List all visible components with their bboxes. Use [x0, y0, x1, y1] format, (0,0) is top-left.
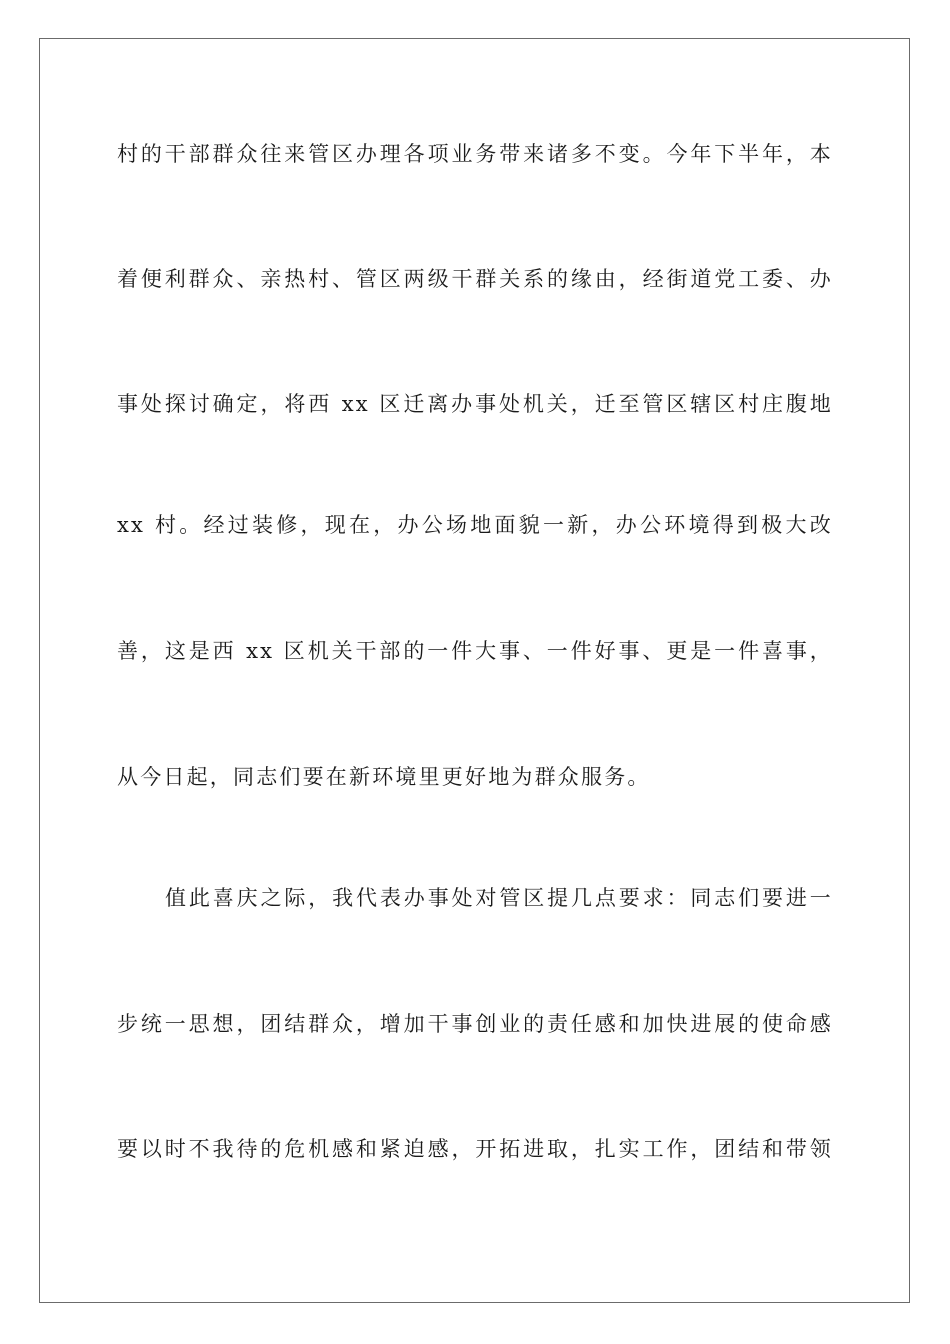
- paragraph-line-6: 从今日起，同志们要在新环境里更好地为群众服务。: [117, 765, 651, 789]
- paragraph-line-5: 善，这是西 xx 区机关干部的一件大事、一件好事、更是一件喜事，: [117, 639, 833, 663]
- paragraph-line-8: 步统一思想，团结群众，增加干事创业的责任感和加快进展的使命感: [117, 1012, 833, 1036]
- paragraph-line-9: 要以时不我待的危机感和紧迫感，开拓进取，扎实工作，团结和带领: [117, 1137, 833, 1161]
- paragraph-line-1: 村的干部群众往来管区办理各项业务带来诸多不变。今年下半年，本: [117, 142, 833, 166]
- paragraph-line-3: 事处探讨确定，将西 xx 区迁离办事处机关，迁至管区辖区村庄腹地: [117, 392, 833, 416]
- page-border: [39, 38, 910, 1303]
- paragraph-line-2: 着便利群众、亲热村、管区两级干群关系的缘由，经街道党工委、办: [117, 267, 833, 291]
- paragraph-line-4: xx 村。经过装修，现在，办公场地面貌一新，办公环境得到极大改: [117, 513, 833, 537]
- paragraph-line-7: 值此喜庆之际，我代表办事处对管区提几点要求：同志们要进一: [165, 886, 833, 910]
